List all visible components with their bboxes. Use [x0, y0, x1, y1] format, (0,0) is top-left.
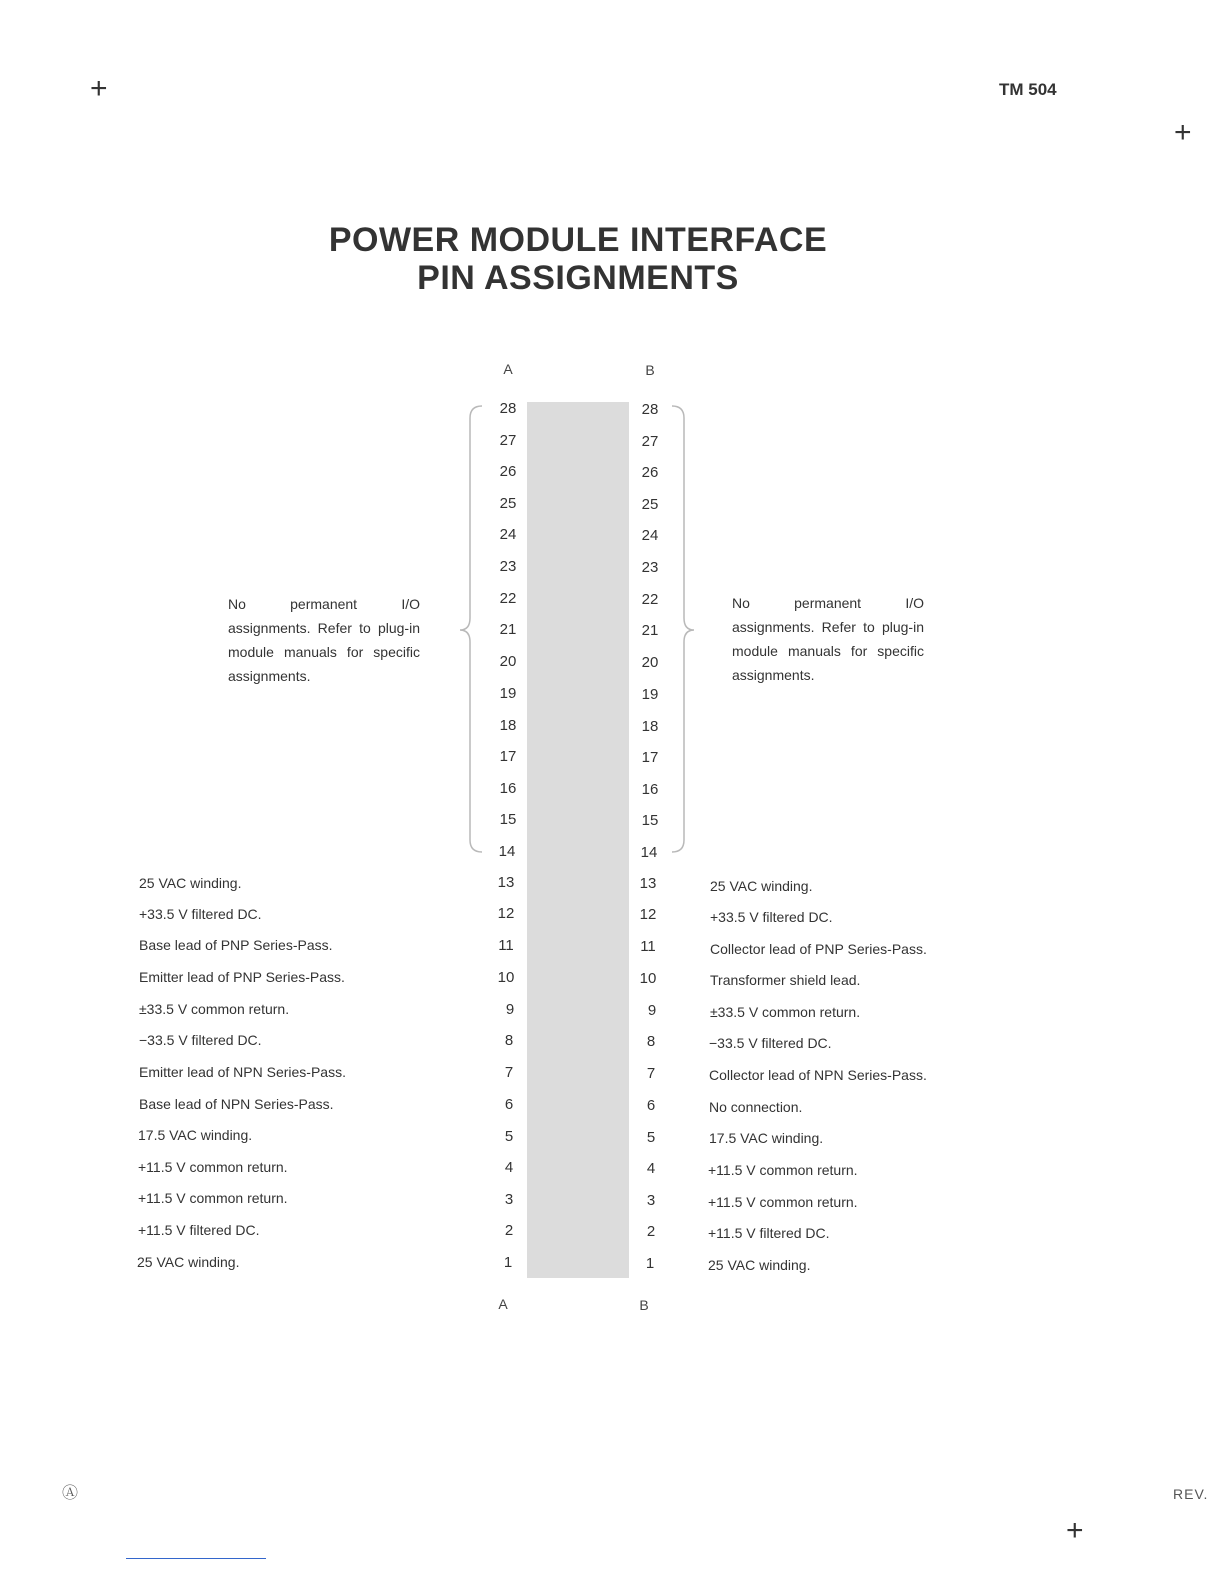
- pin-b-14: 14: [640, 844, 658, 861]
- pin-b-8: 8: [646, 1033, 656, 1050]
- pin-a-10-description: Emitter lead of PNP Series-Pass.: [139, 969, 345, 985]
- pin-a-14: 14: [498, 843, 516, 860]
- pin-b-10: 10: [639, 970, 657, 987]
- pin-b-9-description: ±33.5 V common return.: [710, 1004, 861, 1020]
- pin-b-6-description: No connection.: [709, 1099, 803, 1115]
- registration-mark-top-right: +: [1174, 116, 1192, 149]
- pin-b-23: 23: [641, 559, 659, 576]
- pin-b-12-description: +33.5 V filtered DC.: [710, 909, 833, 925]
- pin-a-7-description: Emitter lead of NPN Series-Pass.: [139, 1064, 346, 1080]
- pin-a-5-description: 17.5 VAC winding.: [138, 1127, 253, 1143]
- pin-a-24: 24: [499, 526, 517, 543]
- pin-b-11-description: Collector lead of PNP Series-Pass.: [710, 941, 927, 957]
- page-title-line-2: PIN ASSIGNMENTS: [417, 259, 739, 297]
- pin-a-12: 12: [497, 905, 515, 922]
- pin-b-21: 21: [641, 622, 659, 639]
- revision-label: REV.: [1173, 1486, 1209, 1502]
- column-label-a-top: A: [503, 361, 513, 377]
- pin-b-3-description: +11.5 V common return.: [708, 1194, 858, 1210]
- pin-a-26: 26: [499, 463, 517, 480]
- pin-a-19: 19: [499, 685, 517, 702]
- pin-a-6-description: Base lead of NPN Series-Pass.: [139, 1096, 334, 1112]
- pin-b-2-description: +11.5 V filtered DC.: [708, 1225, 830, 1241]
- pin-a-6: 6: [504, 1096, 514, 1113]
- pin-b-3: 3: [646, 1192, 656, 1209]
- pin-b-13-description: 25 VAC winding.: [710, 878, 813, 894]
- pin-a-3: 3: [504, 1191, 514, 1208]
- pin-a-11-description: Base lead of PNP Series-Pass.: [139, 937, 333, 953]
- pin-a-11: 11: [498, 937, 514, 954]
- pin-a-20: 20: [499, 653, 517, 670]
- registration-mark-bottom-right: +: [1066, 1514, 1084, 1547]
- pin-a-21: 21: [499, 621, 517, 638]
- registration-mark-top-left: +: [90, 72, 108, 105]
- pin-b-10-description: Transformer shield lead.: [710, 972, 861, 988]
- pin-a-2-description: +11.5 V filtered DC.: [138, 1222, 260, 1238]
- pin-a-7: 7: [504, 1064, 514, 1081]
- pin-a-28: 28: [499, 400, 517, 417]
- pin-a-23: 23: [499, 558, 517, 575]
- page-title-line-1: POWER MODULE INTERFACE: [328, 221, 828, 259]
- connector-body: [527, 402, 629, 1278]
- pin-a-17: 17: [499, 748, 517, 765]
- pin-b-5: 5: [646, 1129, 656, 1146]
- pin-a-25: 25: [499, 495, 517, 512]
- note-side-b: No permanent I/O assignments. Refer to plug-in module manuals for specific assignments.: [732, 595, 924, 683]
- pin-a-13: 13: [497, 874, 515, 891]
- pin-b-1: 1: [645, 1255, 655, 1272]
- pin-a-8-description: −33.5 V filtered DC.: [139, 1032, 262, 1048]
- pin-b-16: 16: [641, 781, 659, 798]
- pin-b-8-description: −33.5 V filtered DC.: [709, 1035, 832, 1051]
- pin-a-18: 18: [499, 717, 517, 734]
- pin-b-12: 12: [639, 906, 657, 923]
- pin-b-15: 15: [641, 812, 659, 829]
- pin-b-26: 26: [641, 464, 659, 481]
- pin-b-4-description: +11.5 V common return.: [708, 1162, 858, 1178]
- pin-b-6: 6: [646, 1097, 656, 1114]
- pin-b-27: 27: [641, 433, 659, 450]
- pin-a-22: 22: [499, 590, 517, 607]
- pin-b-28: 28: [641, 401, 659, 418]
- pin-a-1-description: 25 VAC winding.: [137, 1254, 240, 1270]
- pin-a-27: 27: [499, 432, 517, 449]
- pin-a-8: 8: [504, 1032, 514, 1049]
- pin-b-22: 22: [641, 591, 659, 608]
- pin-a-3-description: +11.5 V common return.: [138, 1190, 288, 1206]
- pin-a-4-description: +11.5 V common return.: [138, 1159, 288, 1175]
- pin-b-5-description: 17.5 VAC winding.: [709, 1130, 824, 1146]
- pin-a-10: 10: [497, 969, 515, 986]
- pin-a-15: 15: [499, 811, 517, 828]
- brace-right: [668, 404, 698, 856]
- pin-a-12-description: +33.5 V filtered DC.: [139, 906, 262, 922]
- footer-underline: [126, 1558, 266, 1559]
- pin-a-2: 2: [504, 1222, 514, 1239]
- pin-b-9: 9: [647, 1002, 657, 1019]
- pin-a-1: 1: [503, 1254, 513, 1271]
- pin-a-5: 5: [504, 1128, 514, 1145]
- pin-b-7: 7: [646, 1065, 656, 1082]
- pin-b-1-description: 25 VAC winding.: [708, 1257, 811, 1273]
- revision-circle-mark: Ⓐ: [62, 1485, 79, 1502]
- note-side-a: No permanent I/O assignments. Refer to plug-in module manuals for specific assignments.: [228, 596, 420, 684]
- column-label-a-bottom: A: [498, 1296, 508, 1312]
- pin-b-19: 19: [641, 686, 659, 703]
- pin-b-18: 18: [641, 718, 659, 735]
- pin-b-11: 11: [640, 938, 656, 955]
- column-label-b-bottom: B: [639, 1297, 649, 1313]
- pin-b-2: 2: [646, 1223, 656, 1240]
- manual-code: TM 504: [999, 80, 1057, 99]
- pin-b-20: 20: [641, 654, 659, 671]
- pin-b-24: 24: [641, 527, 659, 544]
- pin-b-4: 4: [646, 1160, 656, 1177]
- brace-left: [456, 404, 486, 856]
- pin-a-9: 9: [505, 1001, 515, 1018]
- pin-b-17: 17: [641, 749, 659, 766]
- pin-a-16: 16: [499, 780, 517, 797]
- pin-a-4: 4: [504, 1159, 514, 1176]
- pin-b-25: 25: [641, 496, 659, 513]
- pin-a-13-description: 25 VAC winding.: [139, 875, 242, 891]
- column-label-b-top: B: [645, 362, 655, 378]
- pin-b-7-description: Collector lead of NPN Series-Pass.: [709, 1067, 927, 1083]
- pin-b-13: 13: [639, 875, 657, 892]
- pin-a-9-description: ±33.5 V common return.: [139, 1001, 290, 1017]
